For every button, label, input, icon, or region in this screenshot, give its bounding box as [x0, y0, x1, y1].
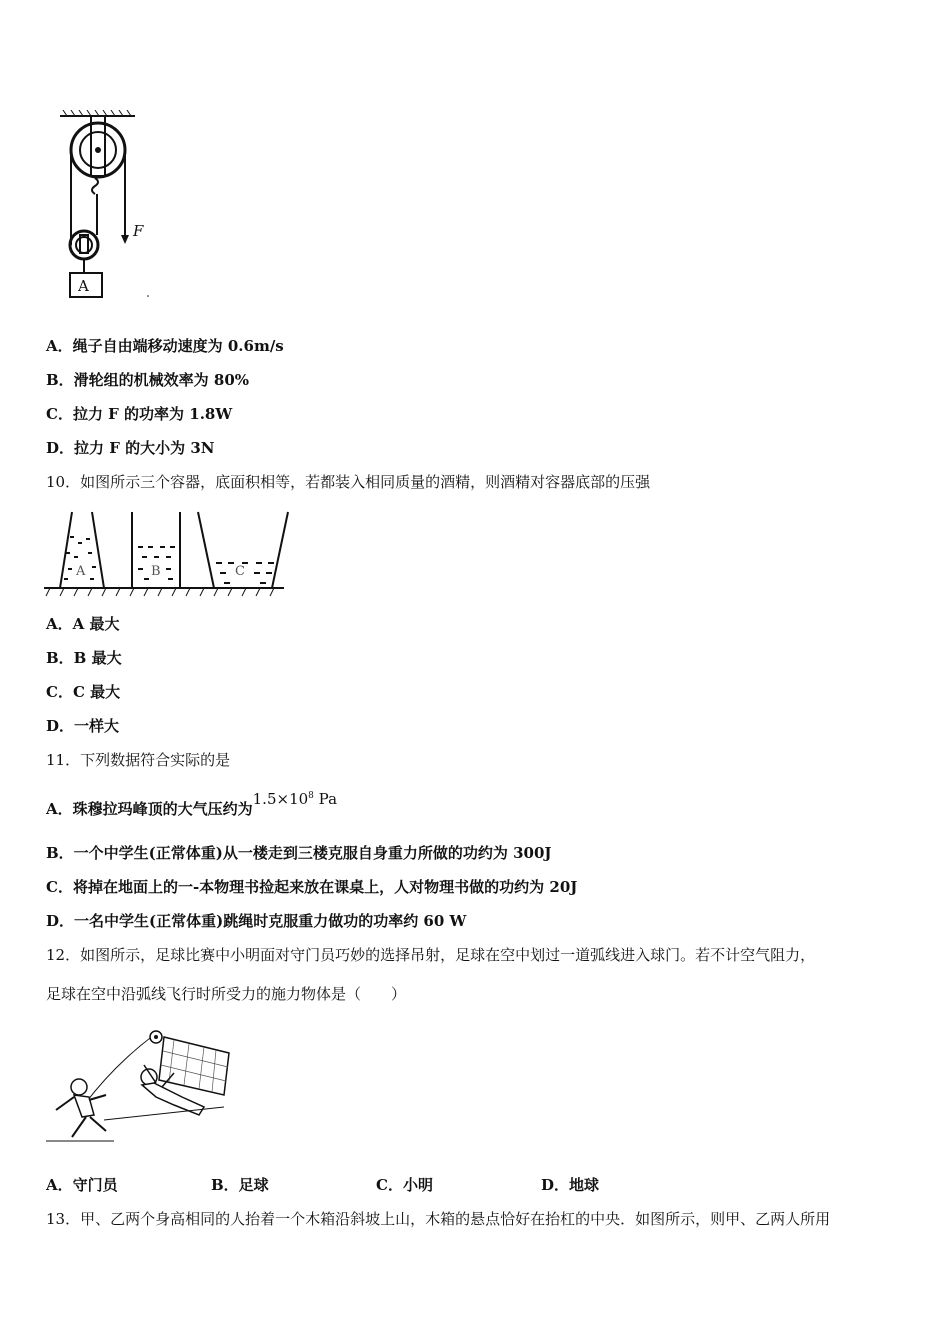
- q12-stem-line2: 足球在空中沿弧线飞行时所受力的施力物体是（ ）: [46, 985, 407, 1003]
- pulley-figure: [55, 110, 165, 305]
- q11-option-c: C．将掉在地面上的一-本物理书捡起来放在课桌上，人对物理书做的功约为 20J: [46, 878, 578, 896]
- q10-option-c: C．C 最大: [46, 683, 121, 701]
- containers-figure: [44, 506, 294, 601]
- container-label-b: B: [151, 564, 161, 579]
- container-label-a: A: [76, 564, 86, 579]
- q9-option-c: C．拉力 F 的功率为 1.8W: [46, 405, 233, 423]
- q10-stem: 10．如图所示三个容器，底面积相等，若都装入相同质量的酒精，则酒精对容器底部的压强: [46, 473, 651, 491]
- container-label-c: C: [235, 564, 245, 579]
- pulley-label-f: F: [133, 222, 144, 240]
- q12-option-c: C．小明: [376, 1176, 433, 1194]
- q11-option-a-formula: [253, 790, 337, 808]
- q11-formula-unit: Pa: [318, 790, 338, 808]
- q10-option-a: A．A 最大: [46, 615, 120, 633]
- q9-option-b: B．滑轮组的机械效率为 80%: [46, 371, 250, 389]
- q11-formula-base: 1.5×10: [252, 790, 309, 808]
- q11-option-a: [46, 790, 338, 819]
- q12-option-d: D．地球: [541, 1176, 600, 1194]
- q11-formula-exp: 8: [308, 791, 314, 801]
- q11-stem: 11．下列数据符合实际的是: [46, 751, 231, 769]
- q9-option-a: A．绳子自由端移动速度为 0.6m/s: [46, 337, 284, 355]
- pulley-label-a: A: [78, 277, 89, 295]
- q11-option-b: B．一个中学生(正常体重)从一楼走到三楼克服自身重力所做的功约为 300J: [46, 844, 552, 862]
- q11-option-d: D．一名中学生(正常体重)跳绳时克服重力做功的功率约 60 W: [46, 912, 467, 930]
- q9-option-d: D．拉力 F 的大小为 3N: [46, 439, 215, 457]
- q12-option-b: B．足球: [211, 1176, 269, 1194]
- q13-stem: 13．甲、乙两个身高相同的人抬着一个木箱沿斜坡上山，木箱的悬点恰好在抬杠的中央．如图所示，则甲、乙两人所用: [46, 1210, 831, 1228]
- q12-stem-line1: 12．如图所示，足球比赛中小明面对守门员巧妙的选择吊射，足球在空中划过一道弧线进入球门。若不计空气阻力，: [46, 946, 816, 964]
- q12-option-a: A．守门员: [46, 1176, 118, 1194]
- q10-option-b: B．B 最大: [46, 649, 122, 667]
- q10-option-d: D．一样大: [46, 717, 120, 735]
- q12-options: [46, 1175, 599, 1195]
- q11-option-a-text: A．珠穆拉玛峰顶的大气压约为: [46, 800, 253, 818]
- soccer-figure: [44, 1025, 244, 1150]
